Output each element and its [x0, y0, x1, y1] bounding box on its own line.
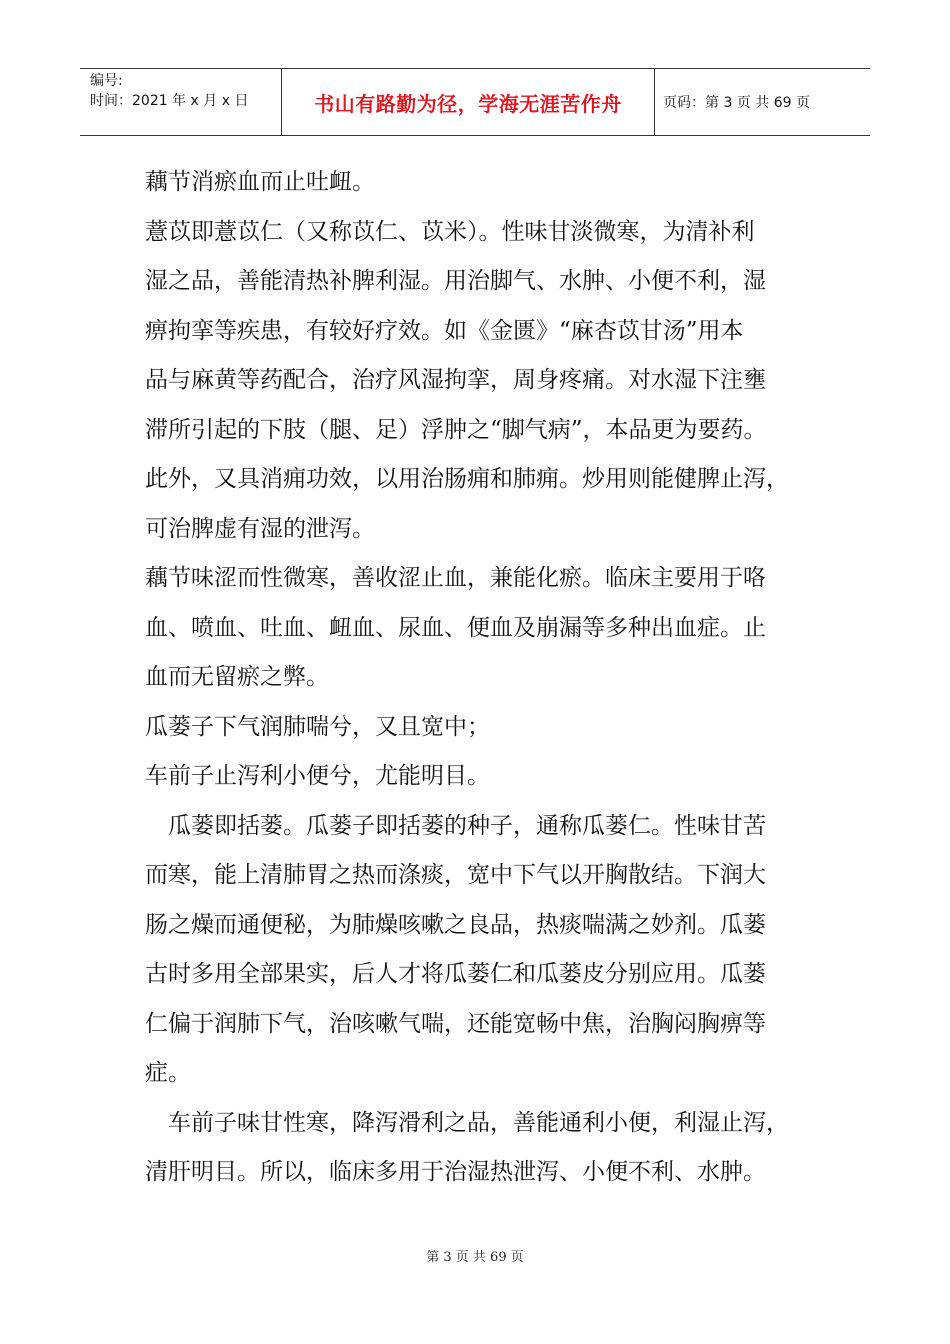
- text-line: 清肝明目。所以，临床多用于治湿热泄泻、小便不利、水肿。: [145, 1159, 766, 1185]
- text-line: 仁偏于润肺下气，治咳嗽气喘，还能宽畅中焦，治胸闷胸痹等: [145, 1010, 766, 1037]
- text-line: 车前子止泻利小便兮，尤能明目。: [145, 763, 490, 789]
- text-line: 痹拘挛等疾患，有较好疗效。如《金匮》“麻杏苡甘汤”用本: [145, 317, 744, 344]
- text-line: 可治脾虚有湿的泄泻。: [145, 515, 375, 542]
- page-footer: [0, 1246, 950, 1265]
- serial-label: 编号:: [90, 73, 123, 89]
- document-body: [145, 158, 815, 1198]
- text-line: 瓜蒌子下气润肺喘兮，又且宽中；: [145, 713, 490, 740]
- text-line: 藕节味涩而性微寒，善收涩止血，兼能化瘀。临床主要用于咯: [145, 565, 766, 591]
- header-motto-cell: [282, 69, 655, 135]
- text-line: 血而无留瘀之弊。: [145, 664, 329, 690]
- header-page-cell: [655, 69, 870, 135]
- text-line: 藕节消瘀血而止吐衄。: [145, 169, 375, 195]
- text-line: 滞所引起的下肢（腿、足）浮肿之“脚气病”，本品更为要药。: [145, 416, 767, 443]
- page-label: 页码：第 3 页 共 69 页: [663, 95, 810, 111]
- text-line: 此外，又具消痈功效，以用治肠痈和肺痈。炒用则能健脾止泻，: [145, 466, 789, 492]
- text-line: 肠之燥而通便秘，为肺燥咳嗽之良品，热痰喘满之妙剂。瓜蒌: [145, 911, 766, 938]
- text-line: 品与麻黄等药配合，治疗风湿拘挛，周身疼痛。对水湿下注壅: [145, 367, 766, 393]
- text-line: 瓜蒌即括蒌。瓜蒌子即括蒌的种子，通称瓜蒌仁。性味甘苦: [145, 812, 766, 839]
- text-line: 而寒，能上清肺胃之热而涤痰，宽中下气以开胸散结。下润大: [145, 862, 766, 888]
- text-line: 古时多用全部果实，后人才将瓜蒌仁和瓜蒌皮分别应用。瓜蒌: [145, 961, 766, 987]
- text-line: 血、喷血、吐血、衄血、尿血、便血及崩漏等多种出血症。止: [145, 614, 766, 641]
- footer-page-number: 第 3 页 共 69 页: [426, 1250, 524, 1265]
- text-line: 车前子味甘性寒，降泻滑利之品，善能通利小便，利湿止泻，: [145, 1109, 789, 1136]
- header-meta-cell: [80, 69, 282, 135]
- text-line: 症。: [145, 1060, 191, 1086]
- time-label: 时间：2021 年 x 月 x 日: [90, 93, 249, 109]
- document-header: [80, 68, 870, 136]
- motto-text: 书山有路勤为径，学海无涯苦作舟: [314, 91, 622, 116]
- text-line: 湿之品，善能清热补脾利湿。用治脚气、水肿、小便不利，湿: [145, 268, 766, 294]
- text-line: 薏苡即薏苡仁（又称苡仁、苡米）。性味甘淡微寒，为清补利: [145, 218, 755, 245]
